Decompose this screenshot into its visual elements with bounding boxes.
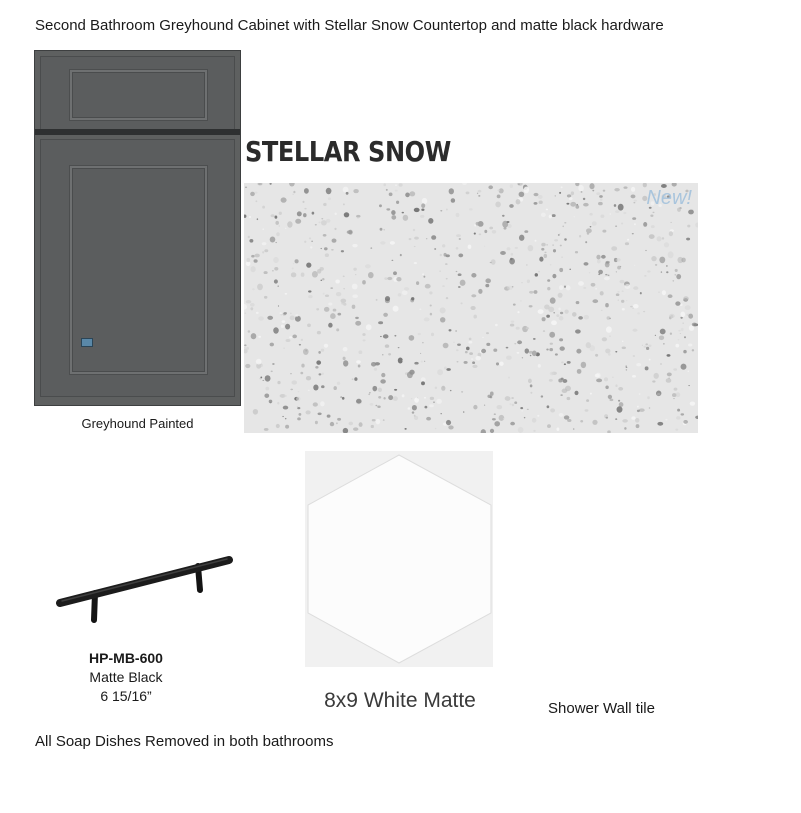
stone-texture xyxy=(244,183,698,433)
cabinet-caption: Greyhound Painted xyxy=(81,416,194,431)
countertop-swatch xyxy=(244,183,698,433)
cabinet-door-front xyxy=(40,139,235,397)
new-badge: New! xyxy=(646,187,692,209)
cabinet-rail xyxy=(35,129,240,135)
cabinet-door-swatch xyxy=(34,50,241,406)
tile-caption: 8x9 White Matte xyxy=(324,689,476,712)
bar-pull-handle-icon xyxy=(54,545,236,627)
cabinet-drawer-front xyxy=(40,56,235,132)
footer-note: All Soap Dishes Removed in both bathrooms xyxy=(35,733,334,750)
cabinet-color-chip xyxy=(81,338,93,347)
tile-swatch xyxy=(305,451,493,667)
hardware-finish: Matte Black xyxy=(89,669,163,685)
page-heading: Second Bathroom Greyhound Cabinet with Stellar Snow Countertop and matte black hardware xyxy=(35,17,664,34)
hexagon-tile-icon xyxy=(305,451,493,667)
bar-pull-handle-image xyxy=(54,545,236,627)
countertop-title: STELLAR SNOW xyxy=(245,135,451,168)
hardware-sku: HP-MB-600 xyxy=(89,650,163,666)
hardware-size: 6 15/16” xyxy=(100,688,152,704)
tile-usage-label: Shower Wall tile xyxy=(548,700,655,717)
cabinet-drawer-panel xyxy=(70,70,207,120)
